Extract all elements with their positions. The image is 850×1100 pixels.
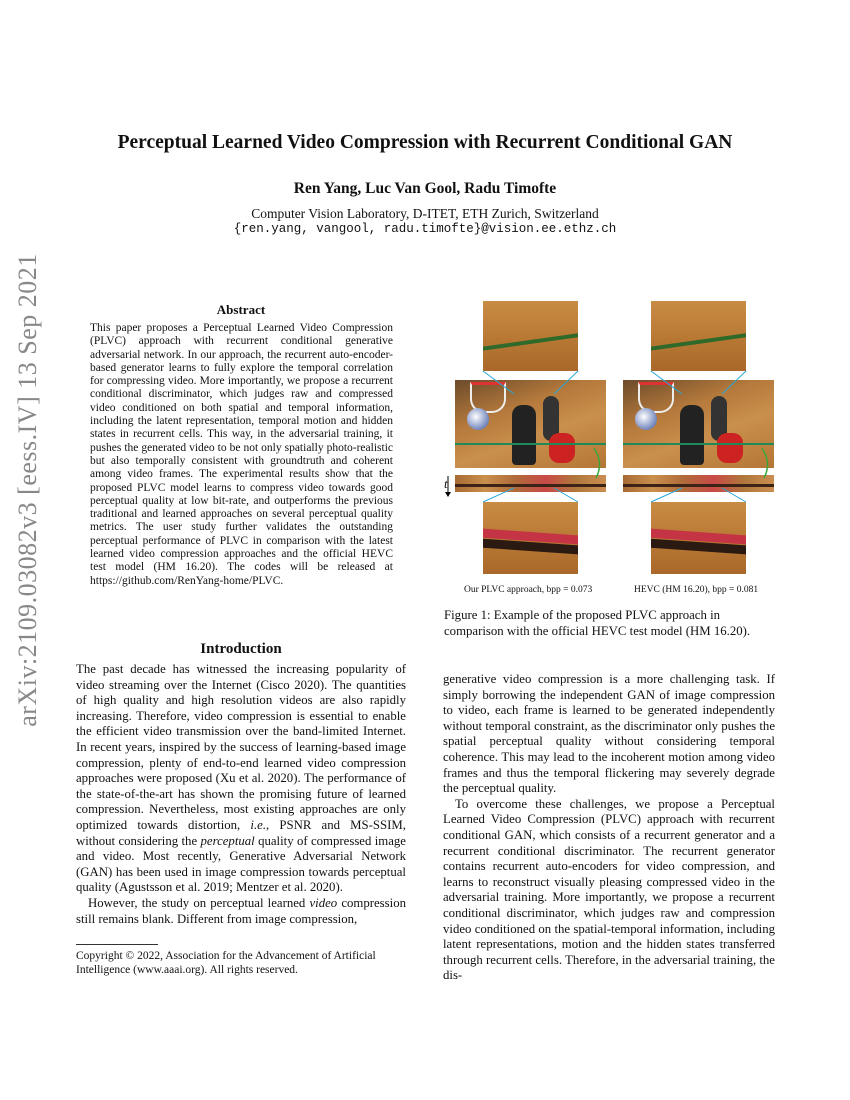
right-column-body [443,672,775,984]
intro-paragraph-1: The past decade has witnessed the increasing popularity of video streaming over the Internet (Cisco 2020). The quantities of high quality and high resolution videos are also rapidly increasing. Therefore, video compression is essential to enable the efficient video transmission over the band-limited Internet. In recent years, inspired by the success of learning-based image compression, plenty of end-to-end learned video compression approaches were proposed (Xu et al. 2020). The performance of the state-of-the-art has shown the promising future of learned compression. Nevertheless, most existing approaches are only optimized towards distortion, i.e., PSNR and MS-SSIM, without considering the perceptual quality of compressed image and video. Most recently, Generative Adversarial Network (GAN) has been used in image compression towards perceptual quality (Agustsson et al. 2019; Mentzer et al. 2020). [76,662,406,895]
introduction-heading: Introduction [200,641,282,657]
paper-affiliation: Computer Vision Laboratory, D-ITET, ETH Zurich, Switzerland [251,206,599,221]
abstract-heading: Abstract [216,302,266,317]
intro-paragraph-2: However, the study on perceptual learned video compression still remains blank. Different from image compression, [76,895,406,926]
arxiv-id-text: arXiv:2109.03082v3 [eess.IV] 13 Sep 2021 [13,253,42,727]
paper-title: Perceptual Learned Video Compression with Recurrent Conditional GAN [117,132,733,153]
paper-authors: Ren Yang, Luc Van Gool, Radu Timofte [293,180,557,197]
hevc-subcaption: HEVC (HM 16.20), bpp = 0.081 [634,585,759,595]
figure-1 [444,298,776,598]
right-paragraph-2: To overcome these challenges, we propose a Perceptual Learned Video Compression (PLVC) approach with recurrent conditional GAN, which consists of a recurrent generator and a recurrent conditional discriminator. The recurrent generator contains recurrent auto-encoders for video compression, and learns to reconstruct visually pleasing compressed video in the adversarial training. More importantly, we propose a recurrent conditional discriminator, which judges raw and compression video conditioned on the spatial-temporal information, including latent representations, motion and the hidden states transferred through recurrent cells. Therefore, in the adversarial training, the dis- [443,796,775,983]
figure-1-caption: Figure 1: Example of the proposed PLVC approach in comparison with the official HEVC test model (HM 16.20). [444,608,751,638]
left-column-body [76,662,406,927]
footnote-rule [76,944,158,945]
abstract-text: This paper proposes a Perceptual Learned Video Compression (PLVC) approach with recurrent conditional generative adversarial network. In our approach, the recurrent auto-encoder-based generator learns to fully explore the temporal correlation for compressing video. More importantly, we propose a recurrent conditional discriminator, which judges raw and compressed video conditioned on both spatial and temporal information, including the latent representation, temporal motion and hidden states in recurrent cells. This way, in the adversarial training, it pushes the generated video to be not only spatially photo-realistic but also temporally consistent with groundtruth and coherent among video frames. The experimental results show that the proposed PLVC model learns to compress video towards good perceptual quality at low bit-rate, and outperforms the previous traditional and learned approaches on several perceptual quality metrics. The user study further validates the outstanding perceptual performance of PLVC in comparison with the latest learned video compression approaches and the official HEVC test model (HM 16.20). The codes will be released at https://github.com/RenYang-home/PLVC. [90,322,393,587]
right-paragraph-1: generative video compression is a more challenging task. If simply borrowing the independent GAN of image compression to video, each frame is learned to be generated independently without temporal constraint, as the discriminator only pushes the spatial perceptual quality without considering temporal coherence. This may lead to the incoherent motion among video frames and thus the temporal flickering may severely degrade the perceptual quality. [443,672,775,796]
figure-callout-lines [444,298,776,598]
arxiv-identifier [2,253,54,727]
time-axis-label: t [444,476,448,491]
plvc-subcaption: Our PLVC approach, bpp = 0.073 [464,585,593,595]
paper-email: {ren.yang, vangool, radu.timofte}@vision.ee.ethz.ch [233,222,617,236]
copyright-footnote: Copyright © 2022, Association for the Advancement of Artificial Intelligence (www.aaai.org). All rights reserved. [76,950,376,976]
